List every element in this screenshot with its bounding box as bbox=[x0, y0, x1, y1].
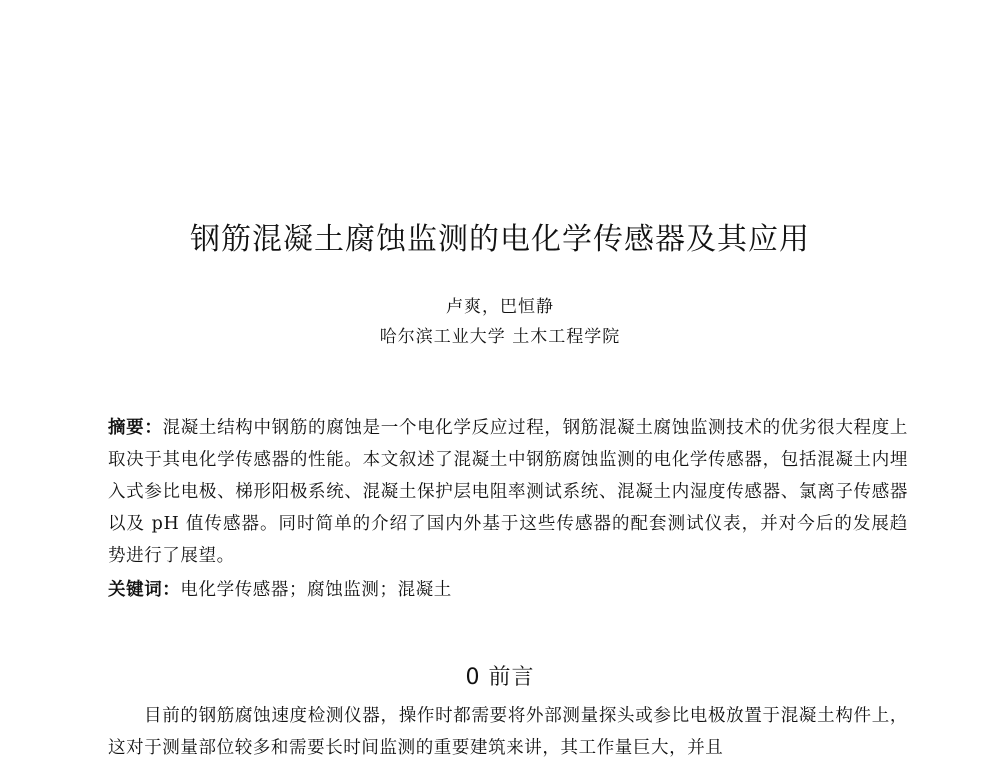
abstract-paragraph bbox=[108, 412, 908, 572]
paper-authors: 卢爽，巴恒静 bbox=[446, 297, 554, 317]
paper-affiliation: 哈尔滨工业大学 土木工程学院 bbox=[379, 327, 621, 347]
keywords-text: 电化学传感器；腐蚀监测；混凝土 bbox=[180, 580, 452, 600]
keywords-line bbox=[108, 576, 908, 601]
abstract-text: 混凝土结构中钢筋的腐蚀是一个电化学反应过程，钢筋混凝土腐蚀监测技术的优劣很大程度上取决于其电化学传感器的性能。本文叙述了混凝土中钢筋腐蚀监测的电化学传感器，包括混凝土内埋入式参比电极、梯形阳极系统、混凝土保护层电阻率测试系统、混凝土内湿度传感器、氯离子传感器以及 pH 值传感器。同时简单的介绍了国内外基于这些传感器的配套测试仪表，并对今后的发展趋势进行了展望。 bbox=[108, 418, 908, 566]
abstract-label: 摘要： bbox=[108, 418, 163, 438]
body-paragraph: 目前的钢筋腐蚀速度检测仪器，操作时都需要将外部测量探头或参比电极放置于混凝土构件上，这对于测量部位较多和需要长时间监测的重要建筑来讲，其工作量巨大，并且 bbox=[108, 706, 908, 758]
keywords-label: 关键词： bbox=[108, 580, 181, 600]
paper-title: 钢筋混凝土腐蚀监测的电化学传感器及其应用 bbox=[190, 222, 810, 257]
section-heading: 0 前言 bbox=[465, 665, 535, 690]
